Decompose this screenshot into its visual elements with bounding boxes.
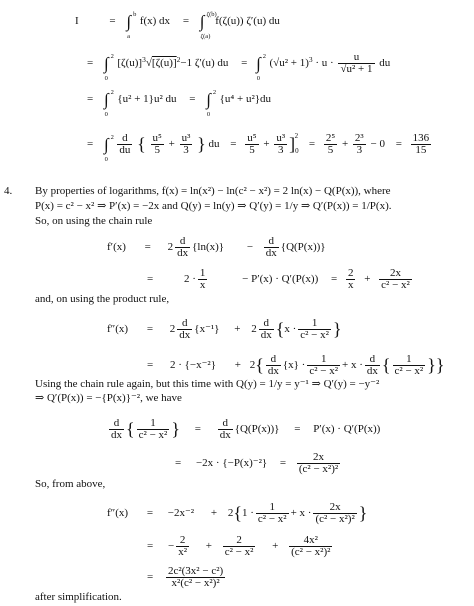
dx: dx (179, 329, 191, 341)
upper-limit: 2 (110, 89, 114, 96)
twox: 2x (379, 268, 412, 280)
d: d (259, 318, 274, 330)
d-dx (259, 318, 274, 341)
fprime-lhs: f′(x) (107, 241, 126, 254)
plus: + (272, 540, 279, 553)
intro-line-2: P(x) = c² − x² ⇒ P′(x) = −2x and Q(y) = ln(y) ⇒ Q′(y) = 1/y ⇒ Q′(P(x)) = 1/P(x). (35, 200, 392, 212)
upper-limit: b (133, 11, 137, 18)
u5: u⁵ (247, 131, 257, 144)
qpx: {Q(P(x))} (280, 241, 326, 254)
one-over-c2mx2 (393, 354, 426, 377)
lower-limit: ζ(a) (200, 33, 211, 40)
x: x (347, 279, 354, 291)
one: 1 (307, 354, 340, 366)
equals: = (395, 138, 402, 150)
answer-frac (411, 133, 432, 156)
equals: = (146, 507, 154, 520)
x2: x² (178, 546, 187, 558)
lower-limit: 0 (206, 111, 211, 118)
f2-lhs: f″(x) (107, 323, 129, 336)
numerator: u (338, 52, 374, 64)
plus: + (205, 540, 212, 553)
dx: dx (219, 429, 231, 441)
f2-line-2: = 2 · {−x⁻²} + 2{ $\frac{d}{dx}$ {x} · $\frac{1}{\text{c² − x²}}$ + x · $\frac{d}{dx}$ { $\frac{1}{\text{c² − x²}}$ }} (147, 353, 445, 377)
integral-sign: ∫ (206, 90, 211, 109)
equals: = (175, 457, 182, 470)
three: 3 (183, 143, 189, 156)
plus-x: + x · (290, 507, 312, 520)
one-over-x (198, 268, 208, 291)
product-intro: and, on using the product rule, (35, 293, 170, 305)
u5: u⁵ (152, 131, 162, 144)
integral-line-3 (75, 89, 272, 118)
integral-sign: ∫ (256, 54, 261, 74)
f2-lhs: f″(x) (107, 507, 129, 520)
d: d (117, 133, 132, 145)
d: d (109, 418, 124, 430)
coeff-2: 2 (251, 323, 257, 336)
answer-den: 15 (415, 143, 427, 156)
u3-frac-2 (274, 133, 287, 156)
fprime-line-1 (107, 236, 326, 259)
two-over-x2 (176, 535, 189, 558)
five: 5 (249, 143, 255, 156)
u3: u³ (181, 131, 191, 144)
p-q-term: − P′(x) · Q′(P(x)) (242, 273, 319, 286)
one: 1 (137, 418, 170, 430)
dx: dx (260, 329, 272, 341)
minus: − (167, 540, 175, 553)
equals: = (87, 138, 94, 150)
one: 1 (256, 502, 289, 514)
dx: dx (111, 429, 122, 441)
d: d (264, 236, 279, 248)
q-line-2 (107, 452, 342, 475)
lower-limit: 0 (104, 75, 108, 83)
c2mx2: c² − x² (394, 365, 424, 377)
f2-line-4 (107, 535, 334, 558)
equals: = (182, 15, 190, 27)
two-over-c2mx2 (223, 535, 256, 558)
three: 3 (356, 143, 363, 156)
c2mx2sq: (c² − x²)² (315, 513, 355, 525)
coeff-2: 2 (167, 241, 174, 254)
c2mx2: c² − x² (257, 513, 287, 525)
p-q-product: P′(x) · Q′(P(x)) (313, 423, 381, 436)
x: x (199, 279, 206, 291)
plus: + (341, 138, 349, 150)
minus-zero: − 0 (370, 138, 385, 150)
lhs-I: I (75, 15, 79, 27)
integral-line-4: = ∫ 2 0 $\frac{d}{du}$ { $\frac{\text{u⁵}}{5}$ + $\frac{\text{u³}}{3}$ } du = $\frac{\text{u⁵}}{5}$ + $\frac{\text{u³}}{3}$ ]$_0^2$ = $\frac{\text{2⁵}}{5}$ + $\frac{\text{2³}}{3}$ − 0 = $\frac{136}{15}$ (75, 130, 433, 158)
equals: = (147, 359, 154, 372)
integral-sign: ∫ (126, 12, 132, 31)
minus: − (246, 241, 254, 254)
sqrt-cubed: (√u² + 1) (269, 57, 309, 70)
one-over-c2mx2 (256, 502, 289, 525)
final-num: 2c²(3x² − c²) (167, 565, 224, 577)
plus: + (168, 138, 175, 150)
chain-intro: So, on using the chain rule (35, 215, 153, 227)
d: d (175, 236, 190, 248)
ln-x: {ln(x)} (192, 241, 225, 254)
f2-line-1: f″(x) = 2 $\frac{d}{dx}$ {x⁻¹} + 2 $\frac{d}{dx}$ {x · $\frac{1}{\text{c² − x²}}$ } (107, 317, 342, 341)
integrand-fx: f(x) dx (139, 15, 171, 27)
coeff-2: 2 (227, 507, 234, 520)
chain-again-2: ⇒ Q′(P(x)) = −{P(x)}⁻², we have (35, 392, 182, 404)
lower-limit: 0 (104, 156, 108, 163)
f2-line-5 (107, 566, 227, 589)
d-dx (218, 418, 233, 441)
twox: 2x (313, 502, 356, 514)
two: 2 (176, 535, 189, 547)
upper-limit: ζ(b) (206, 11, 217, 18)
d-dx (109, 418, 124, 441)
d: d (266, 354, 281, 366)
equals: = (294, 423, 301, 436)
one: 1 (199, 267, 206, 279)
one: 1 (393, 354, 426, 366)
integral-sign: ∫ (103, 54, 109, 74)
d: d (218, 418, 233, 430)
upper-limit: 2 (110, 134, 114, 141)
lower-limit: 0 (256, 75, 261, 83)
upper-limit: 2 (262, 53, 267, 61)
u5-frac (151, 133, 164, 156)
c2mx2: c² − x² (381, 279, 410, 291)
r2-frac (353, 133, 366, 156)
zeta-u: [ζ(u)] (117, 57, 143, 70)
d: d (365, 354, 380, 366)
u5-frac-2 (245, 133, 258, 156)
d-dx (365, 354, 380, 377)
integral-line-1 (75, 11, 280, 40)
dx-x: {x} · (282, 359, 306, 372)
equals: = (146, 323, 154, 336)
times-u: · u · (315, 57, 334, 70)
d-dx (177, 318, 192, 341)
plus: + (263, 138, 270, 150)
equals: = (241, 57, 248, 70)
dx: dx (177, 247, 189, 259)
two3: 2³ (354, 131, 364, 144)
d: d (177, 318, 192, 330)
dx: dx (265, 247, 277, 259)
from-above: So, from above, (35, 478, 106, 490)
zeta-u-sqrt: [ζ(u)] (151, 57, 177, 70)
two: 2 (347, 267, 354, 279)
equals: = (144, 241, 151, 254)
lower-limit: 0 (104, 111, 108, 118)
qpx: {Q(P(x))} (234, 423, 280, 436)
equals: = (147, 273, 154, 286)
plus-x: + x · (342, 359, 363, 372)
plus: + (234, 323, 241, 336)
d-dx (264, 236, 279, 259)
equals: = (189, 93, 196, 105)
integral-sign: ∫ (199, 12, 205, 31)
fraction (338, 52, 374, 75)
problem-number: 4. (4, 185, 13, 197)
two5: 2⁵ (325, 131, 336, 144)
denominator: √u² + 1 (340, 63, 373, 75)
dx: dx (267, 365, 279, 377)
c2mx2sq: (c² − x²)² (291, 546, 331, 558)
u3-frac (180, 133, 193, 156)
upper-limit: 2 (212, 89, 217, 96)
integral-sign: ∫ (103, 90, 109, 109)
fourx2-over-sq (289, 535, 332, 558)
answer-num: 136 (412, 131, 430, 144)
plus: + (364, 273, 371, 286)
equals: = (87, 57, 94, 70)
upper-limit: 2 (110, 53, 114, 61)
c2mx2: c² − x² (300, 329, 329, 341)
neg-x-2: 2 · {−x⁻²} (169, 359, 216, 372)
after-simplification: after simplification. (35, 591, 122, 603)
one-dot: 1 · (241, 507, 254, 520)
q-line-1: $\frac{d}{dx}$ { $\frac{1}{\text{c² − x²}}$ } = $\frac{d}{dx}$ {Q(P(x))} = P′(x) · Q′(P(x)) (111, 417, 381, 441)
five: 5 (154, 143, 160, 156)
r1-frac (324, 133, 337, 156)
twox-over-sq (313, 502, 356, 525)
dx: dx (366, 365, 378, 377)
equals: = (194, 423, 201, 436)
intro-line-1: By properties of logarithms, f(x) = ln(x²) − ln(c² − x²) = 2 ln(x) − Q(P(x)), where (35, 185, 391, 197)
final-frac (166, 566, 225, 589)
c2mx2: c² − x² (138, 429, 168, 441)
two: 2 (223, 535, 256, 547)
twox-over-sq (297, 452, 340, 475)
integrand: {u² + 1}u² du (117, 93, 177, 105)
d-du (117, 133, 132, 156)
chain-again-1: Using the chain rule again, but this time with Q(y) = 1/y = y⁻¹ ⇒ Q′(y) = −y⁻² (35, 378, 380, 390)
plus: + (210, 507, 218, 520)
x-dot: x · (284, 323, 297, 336)
equals: = (109, 15, 116, 27)
d-dx (266, 354, 281, 377)
integral-line-2: = ∫ 2 0 $[\zeta(u)]^3√[\zeta(u)]^2-1$ ζ′(u) du = ∫ 2 0 $(√u^2 + 1)^3 \cdot u$ · $\frac{u}{\text{√u² + 1}}$ du (75, 52, 390, 75)
final-den: x²(c² − x²)² (171, 577, 220, 589)
coeff-2-dot: 2 · (183, 273, 196, 286)
integral-sign: ∫ (103, 135, 109, 154)
d-dx (175, 236, 190, 259)
integrand-expanded: {u⁴ + u²}du (219, 93, 272, 105)
equals: = (279, 457, 287, 470)
u3: u³ (276, 131, 286, 144)
one-over-c2mx2 (298, 318, 331, 341)
neg-2x-term: −2x · {−P(x)⁻²} (195, 457, 268, 470)
fprime-line-2 (107, 268, 414, 291)
five: 5 (327, 143, 334, 156)
coeff-2: 2 (249, 359, 256, 372)
equals: = (330, 273, 338, 286)
equals: = (308, 138, 316, 150)
coeff-2: 2 (169, 323, 176, 336)
c2mx2: c² − x² (309, 365, 339, 377)
integrand-substituted: f(ζ(u)) ζ′(u) du (215, 15, 280, 27)
equals: = (147, 540, 154, 553)
one: 1 (298, 318, 331, 330)
du-den: du (119, 143, 131, 156)
c2mx2: c² − x² (224, 546, 254, 558)
neg-2x-2: −2x⁻² (167, 507, 195, 520)
plus: + (234, 359, 241, 372)
twox-frac (379, 268, 412, 291)
lower-limit: a (127, 33, 130, 40)
du: du (208, 138, 220, 150)
two-over-x (346, 268, 356, 291)
equals: = (87, 93, 94, 105)
du: du (379, 57, 391, 70)
one-over-c2mx2 (137, 418, 170, 441)
equals: = (147, 571, 154, 584)
f2-line-3: f″(x) = −2x⁻² + 2{1 · $\frac{1}{\text{c² − x²}}$ + x · $\frac{2x}{\text{(c² − x²)²}}$ } (107, 501, 368, 525)
twox: 2x (297, 452, 340, 464)
one-over-c2mx2 (307, 354, 340, 377)
fourx2: 4x² (289, 535, 332, 547)
three: 3 (277, 143, 284, 156)
x-inv: {x⁻¹} (194, 323, 220, 336)
zeta-tail: −1 ζ′(u) du (180, 57, 229, 70)
c2mx2sq: (c² − x²)² (298, 463, 339, 475)
equals: = (230, 138, 237, 150)
